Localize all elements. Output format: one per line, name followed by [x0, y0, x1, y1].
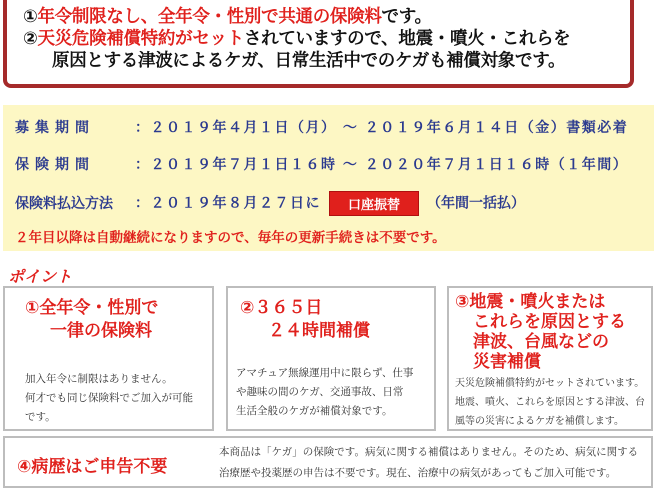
card-1-body-line-2: 何才でも同じ保険料でご加入が可能	[25, 392, 193, 404]
card-3-body	[455, 374, 645, 431]
payment-method-label: 保険料払込方法	[15, 195, 113, 212]
card-2-heading-line-2: ２４時間補償	[268, 321, 370, 341]
payment-method-tail: （年間一括払）	[427, 195, 526, 212]
card-2-heading-line-1: ②３６５日	[240, 298, 323, 318]
card-1-body-line-3: です。	[25, 411, 56, 423]
card-3-body-line-3: 風等の災害によるケガを補償します。	[455, 416, 624, 427]
summary-highlight-1: 年令制限なし、全年令・性別で共通の保険料	[37, 7, 382, 27]
card-2-body-line-3: 生活全般のケガが補償対象です。	[236, 405, 393, 417]
schedule-panel	[3, 105, 654, 251]
summary-tail-2: されていますので、地震・噴火・これらを	[243, 29, 571, 49]
summary-line-2	[23, 28, 630, 50]
card-1-body	[25, 370, 193, 427]
insurance-period-value: ：２０１９年７月１日１６時 〜 ２０２０年７月１日１６時（１年間）	[135, 157, 629, 173]
points-heading: ポイント	[8, 267, 73, 286]
insurance-period-label: 保険期間	[15, 157, 95, 173]
summary-line-1	[23, 6, 630, 28]
card-4-body-line-2: 治療歴や投薬歴の申告は不要です。現在、治療中の病気があってもご加入可能です。	[219, 467, 617, 479]
card-3-heading-line-3: 津波、台風などの	[473, 332, 609, 352]
card-1-heading-line-1: ①全年令・性別で	[25, 298, 159, 318]
payment-method-value: ：２０１９年８月２７日に	[135, 195, 321, 212]
recruit-period-label: 募集期間	[15, 120, 95, 136]
account-transfer-button[interactable]: 口座振替	[329, 191, 419, 216]
recruit-period-value: ：２０１９年４月１日（月） 〜 ２０１９年６月１４日（金）書類必着	[135, 120, 629, 136]
summary-tail-1: です。	[381, 7, 432, 27]
point-card-1	[3, 286, 214, 431]
point-card-3	[447, 286, 653, 431]
summary-line-3: 原因とする津波によるケガ、日常生活中でのケガも補償対象です。	[52, 51, 566, 71]
insurance-period-row	[15, 154, 628, 174]
card-1-body-line-1: 加入年令に制限はありません。	[25, 373, 173, 385]
auto-renewal-note: ２年目以降は自動継続になりますので、毎年の更新手続きは不要です。	[15, 230, 446, 246]
card-4-heading: ④病歴はご申告不要	[17, 457, 168, 477]
item-number-2: ②	[23, 29, 38, 49]
point-card-2	[226, 286, 436, 431]
card-2-body-line-2: や趣味の間のケガ、交通事故、日常	[236, 386, 404, 398]
recruit-period-row	[15, 117, 628, 137]
card-3-heading-line-2: これらを原因とする	[473, 312, 626, 332]
card-3-body-line-2: 地震、噴火、これらを原因とする津波、台	[455, 397, 645, 408]
item-number-1: ①	[23, 7, 38, 27]
card-1-heading-line-2: 一律の保険料	[50, 321, 152, 341]
card-3-heading-line-4: 災害補償	[473, 352, 541, 372]
card-4-body	[219, 442, 638, 484]
point-card-4	[3, 436, 653, 488]
card-3-body-line-1: 天災危険補償特約がセットされています。	[455, 378, 645, 389]
card-2-body	[236, 364, 413, 421]
card-4-body-line-1: 本商品は「ケガ」の保険です。病気に関する補償はありません。そのため、病気に関する	[219, 446, 639, 458]
card-2-body-line-1: アマチュア無線運用中に限らず、仕事	[236, 367, 414, 379]
payment-method-row	[15, 191, 525, 216]
summary-box	[3, 0, 634, 88]
summary-highlight-2: 天災危険補償特約がセット	[37, 29, 244, 49]
card-3-heading-line-1: ③地震・噴火または	[455, 292, 606, 312]
